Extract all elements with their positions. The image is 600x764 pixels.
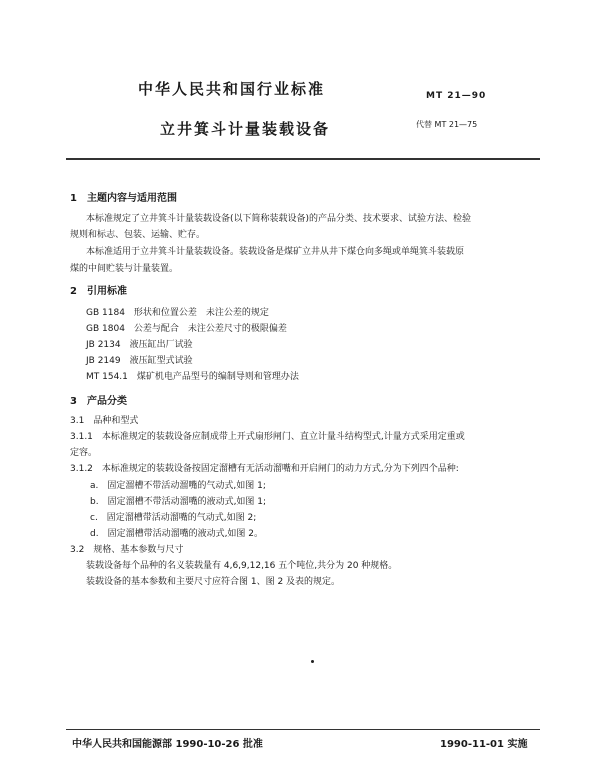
clause-3-2-line: 装载设备的基本参数和主要尺寸应符合图 1、图 2 及表的规定。 — [86, 577, 341, 587]
standard-number: MT 21—90 — [426, 91, 487, 101]
section-2-heading: 2 引用标准 — [70, 286, 127, 297]
header-divider — [66, 158, 540, 160]
section-1-paragraph-line: 煤的中间贮装与计量装置。 — [70, 264, 179, 274]
subsection-3-2: 3.2 规格、基本参数与尺寸 — [70, 545, 184, 555]
reference-item: JB 2149 液压缸型式试验 — [86, 356, 193, 366]
clause-3-1-1-cont: 定容。 — [70, 448, 98, 458]
subsection-3-1: 3.1 品种和型式 — [70, 416, 139, 426]
reference-item: GB 1184 形状和位置公差 未注公差的规定 — [86, 308, 269, 318]
section-1-heading: 1 主题内容与适用范围 — [70, 193, 177, 204]
document-title: 立井箕斗计量装载设备 — [160, 120, 331, 138]
footer-divider — [66, 729, 540, 730]
page-dot — [311, 660, 314, 663]
implementation-date: 1990-11-01 实施 — [440, 739, 528, 750]
variety-item: a. 固定溜槽不带活动溜嘴的气动式,如图 1; — [90, 481, 266, 491]
variety-item: b. 固定溜槽不带活动溜嘴的液动式,如图 1; — [90, 497, 267, 507]
variety-item: d. 固定溜槽带活动溜嘴的液动式,如图 2。 — [90, 529, 264, 539]
reference-item: GB 1804 公差与配合 未注公差尺寸的极限偏差 — [86, 324, 287, 334]
replaces-standard: 代替 MT 21—75 — [416, 120, 478, 129]
clause-3-2-line: 装载设备每个品种的名义装载量有 4,6,9,12,16 五个吨位,共分为 20 种规格。 — [86, 561, 398, 571]
approval-note: 中华人民共和国能源部 1990-10-26 批准 — [72, 739, 263, 750]
reference-item: MT 154.1 煤矿机电产品型号的编制导则和管理办法 — [86, 372, 299, 382]
standard-title: 中华人民共和国行业标准 — [138, 80, 326, 98]
clause-3-1-1: 3.1.1 本标准规定的装载设备应制成带上开式扇形闸门、直立计量斗结构型式,计量方式采用定重或 — [70, 432, 465, 442]
section-1-paragraph-line: 本标准规定了立井箕斗计量装载设备(以下简称装载设备)的产品分类、技术要求、试验方法、检验 — [86, 214, 472, 224]
clause-3-1-2: 3.1.2 本标准规定的装载设备按固定溜槽有无活动溜嘴和开启闸门的动力方式,分为下列四个品种: — [70, 464, 459, 474]
variety-item: c. 固定溜槽带活动溜嘴的气动式,如图 2; — [90, 513, 257, 523]
section-1-paragraph-line: 规则和标志、包装、运输、贮存。 — [70, 230, 206, 240]
section-3-heading: 3 产品分类 — [70, 396, 127, 407]
section-1-paragraph-line: 本标准适用于立井箕斗计量装载设备。装载设备是煤矿立井从井下煤仓向多绳或单绳箕斗装载原 — [86, 247, 465, 257]
reference-item: JB 2134 液压缸出厂试验 — [86, 340, 193, 350]
